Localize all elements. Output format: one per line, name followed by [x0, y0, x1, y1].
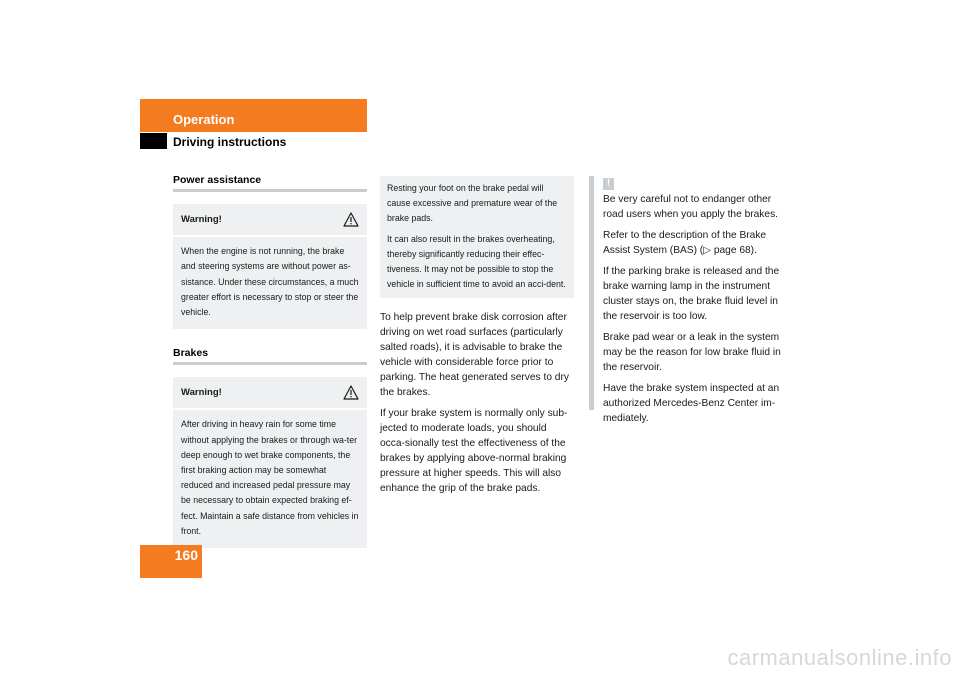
warning-header	[173, 212, 367, 237]
warning-header	[173, 385, 367, 410]
left-column	[173, 174, 367, 548]
warning-label: Warning!	[181, 214, 222, 225]
brakes-warning	[173, 377, 367, 548]
note-paragraph: Resting your foot on the brake pedal will cause excessive and premature wear of the brake pads.	[387, 183, 558, 223]
middle-column	[380, 176, 574, 502]
watermark: carmanualsonline.info	[727, 645, 952, 670]
power-assistance-warning	[173, 204, 367, 329]
caution-block	[603, 176, 789, 432]
section-title: Operation	[173, 112, 235, 127]
body-paragraph: To help prevent brake disk corrosion after driving on wet road surfaces (particularly salted roads), it is advisable to brake the vehicle with considerable force prior to parking. The heat generated serves to dry the brakes.	[380, 312, 569, 398]
brakes-heading: Brakes	[173, 347, 367, 365]
note-paragraph: It can also result in the brakes overheating, thereby significantly reducing their effec-tiveness. It may not be possible to stop the vehicle in sufficient time to avoid an acci-dent.	[387, 234, 566, 289]
power-assistance-heading: Power assistance	[173, 174, 367, 192]
body-paragraph: If your brake system is normally only sub-jected to moderate loads, you should occa-sionally test the effectiveness of the brakes by applying above-normal braking pressure at higher speeds. This will also enhance the grip of the brake pads.	[380, 408, 568, 494]
subsection-marker	[140, 133, 167, 149]
warning-text: When the engine is not running, the brake and steering systems are without power as-sistance. Under these circumstances, a much greater effort is necessary to stop or steer the vehicle.	[181, 246, 359, 318]
subsection-title: Driving instructions	[173, 135, 287, 149]
caution-marker-icon: !	[603, 178, 614, 190]
brake-pedal-note	[380, 176, 574, 298]
caution-paragraph: Be very careful not to endanger other road users when you apply the brakes.	[603, 194, 778, 220]
warning-triangle-icon	[343, 385, 359, 400]
brake-corrosion-text	[380, 310, 574, 496]
warning-text: After driving in heavy rain for some time without applying the brakes or through wa-ter deep enough to wet brake components, the first braking action may be somewhat reduced and increased pedal pressure may be necessary to obtain expected braking ef-fect. Maintain a safe distance from vehicles in front.	[181, 419, 359, 536]
warning-triangle-icon	[343, 212, 359, 227]
warning-label: Warning!	[181, 387, 222, 399]
page-number: 160	[174, 547, 198, 563]
caution-sidebar-rule	[589, 176, 594, 410]
caution-paragraph: Have the brake system inspected at an authorized Mercedes-Benz Center im-mediately.	[603, 383, 780, 424]
caution-paragraph: Refer to the description of the Brake Assist System (BAS) (▷ page 68).	[603, 230, 767, 256]
caution-paragraph: Brake pad wear or a leak in the system may be the reason for low brake fluid in the reservoir.	[603, 332, 781, 373]
caution-paragraph: If the parking brake is released and the brake warning lamp in the instrument cluster stays on, the brake fluid level in the reservoir is too low.	[603, 266, 780, 322]
